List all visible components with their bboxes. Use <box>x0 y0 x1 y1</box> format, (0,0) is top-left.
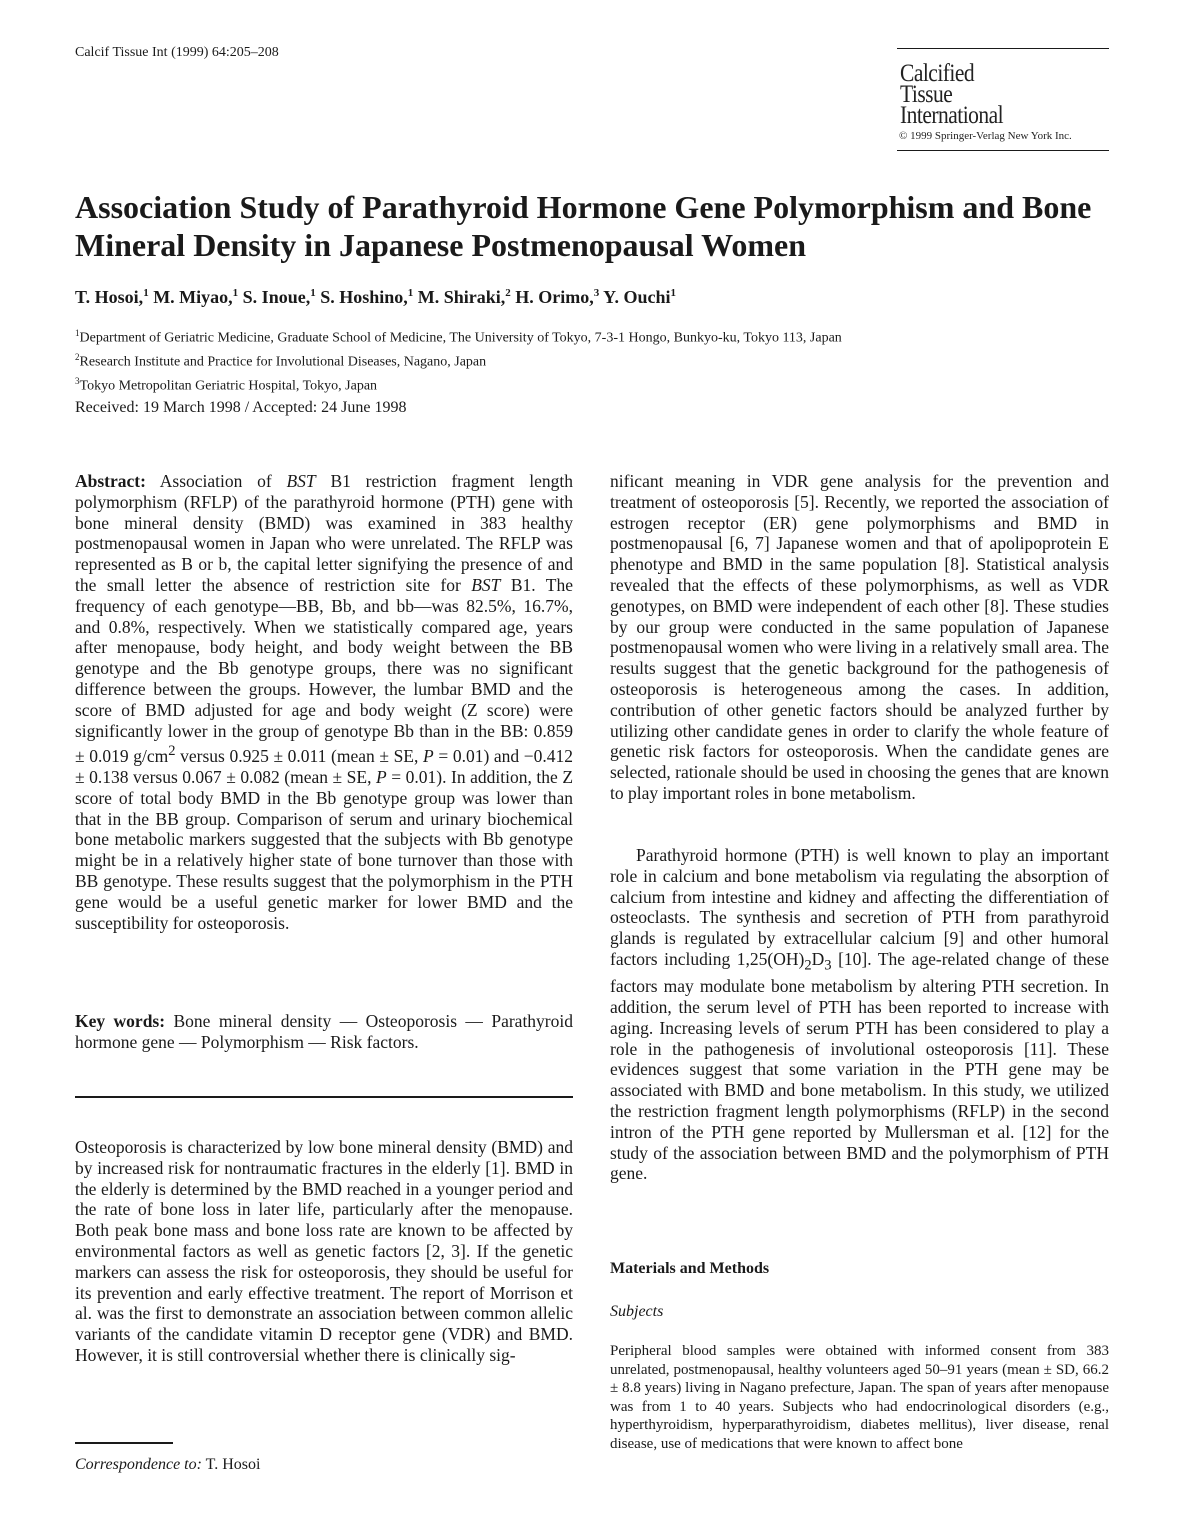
abstract <box>75 471 573 933</box>
author-name: M. Miyao, <box>153 287 233 307</box>
affiliation-item <box>75 348 842 372</box>
affiliation-number: 3 <box>75 376 80 387</box>
intro-text-part: D <box>811 948 825 969</box>
keywords-label: Key words: <box>75 1011 166 1031</box>
affiliation-number: 2 <box>75 352 80 363</box>
footnote-rule <box>75 1442 173 1444</box>
intro-paragraph <box>75 1137 573 1366</box>
affiliation-text: Research Institute and Practice for Involutional Diseases, Nagano, Japan <box>79 354 487 370</box>
author-affiliation-mark: 3 <box>593 287 600 299</box>
author-name: S. Hoshino, <box>320 287 408 307</box>
author-affiliation-mark: 1 <box>670 287 676 299</box>
journal-copyright: © 1999 Springer-Verlag New York Inc. <box>899 130 1072 142</box>
affiliation-list <box>75 324 842 396</box>
author-name: M. Shiraki, <box>417 287 506 307</box>
correspondence-label: Correspondence to: <box>75 1456 202 1473</box>
affiliation-text: Department of Geriatric Medicine, Graduate School of Medicine, The University of Tokyo, 7-3-1 Hongo, Bunkyo-ku, Tokyo 113, Japan <box>79 330 842 346</box>
affiliation-item <box>75 372 842 396</box>
abstract-text: P <box>423 746 434 767</box>
author-list <box>75 287 676 308</box>
abstract-text: B1 restriction fragment length polymorphism (RFLP) of the parathyroid hormone (PTH) gene with bone mineral density (BMD) was examined in 383 healthy postmenopausal women in Japan who were unrelated. The RFLP was represented as B or b, the capital letter signifying the presence of and the small letter the absence of restriction site for <box>75 471 573 595</box>
keywords-text: Bone mineral density — Osteoporosis — Parathyroid hormone gene — Polymorphism — Risk factors. <box>75 1011 573 1052</box>
article-title: Association Study of Parathyroid Hormone Gene Polymorphism and Bone Mineral Density in Japanese Postmenopausal Women <box>75 189 1092 263</box>
author-affiliation-mark: 1 <box>310 287 316 299</box>
journal-citation: Calcif Tissue Int (1999) 64:205–208 <box>75 45 279 60</box>
abstract-text: = 0.01) and −0.412 ± 0.138 versus 0.067 ± 0.082 (mean ± SE, <box>75 746 574 787</box>
affiliation-text: Tokyo Metropolitan Geriatric Hospital, Tokyo, Japan <box>79 378 378 394</box>
abstract-label: Abstract: <box>75 471 146 491</box>
masthead-top-rule <box>897 48 1109 49</box>
correspondence-name: T. Hosoi <box>205 1456 261 1473</box>
author-name: S. Inoue, <box>242 287 311 307</box>
intro-text <box>610 845 1109 1184</box>
subjects-paragraph: Peripheral blood samples were obtained with informed consent from 383 unrelated, postmenopausal, healthy volunteers aged 50–91 years (mean ± SD, 66.2 ± 8.8 years) living in Nagano prefecture, Japan. The span of years after menopause was from 1 to 40 years. Subjects who had endocrinological disorders (e.g., hyperthyroidism, hyperparathyroidism, diabetes mellitus), liver disease, renal disease, use of medications that were known to affect bone <box>610 1343 1109 1452</box>
journal-logo-line: International <box>900 102 1004 129</box>
abstract-text: BST <box>286 471 316 491</box>
affiliation-item <box>75 324 842 348</box>
intro-text-part: [10]. The age-related change of these factors may modulate bone metabolism by altering PTH secretion. In addition, the serum level of PTH has been reported to increase with aging. Increasing levels of serum PTH has been considered to play a role in the pathogenesis of involutional osteoporosis [11]. These evidences suggest that some variation in the PTH gene may be associated with BMD and bone metabolism. In this study, we utilized the restriction fragment length polymorphisms (RFLP) in the second intron of the PTH gene reported by Mullersman et al. [12] for the study of the association between BMD and the polymorphism of PTH gene. <box>610 948 1109 1184</box>
abstract-separator <box>75 1096 573 1098</box>
author-affiliation-mark: 1 <box>143 287 149 299</box>
intro-paragraph-pth <box>610 845 1109 1184</box>
author-name: H. Orimo, <box>515 287 594 307</box>
journal-masthead <box>897 48 1109 151</box>
abstract-paragraph <box>75 471 573 933</box>
journal-logo <box>900 60 1080 129</box>
abstract-text: 2 <box>168 743 176 760</box>
keywords-paragraph <box>75 1011 573 1053</box>
abstract-text: = 0.01). In addition, the Z score of total body BMD in the Bb genotype group was lower than that in the BB group. Comparison of serum and urinary biochemical bone metabolic markers suggested that the subjects with Bb genotype might be in a relatively higher state of bone turnover than those with BB genotype. These results suggest that the polymorphism in the PTH gene would be a useful genetic marker for lower BMD and the susceptibility for osteoporosis. <box>75 766 574 933</box>
intro-text: Osteoporosis is characterized by low bone mineral density (BMD) and by increased risk for nontraumatic fractures in the elderly [1]. BMD in the elderly is determined by the BMD reached in a younger period and the rate of bone loss in later life, particularly after the menopause. Both peak bone mass and bone loss rate are known to be affected by environmental factors as well as genetic factors [2, 3]. If the genetic markers can assess the risk for osteoporosis, they should be useful for its prevention and early effective treatment. The report of Morrison et al. was the first to demonstrate an association between common allelic variants of the candidate vitamin D receptor gene (VDR) and BMD. However, it is still controversial whether there is clinically sig- <box>75 1137 573 1365</box>
journal-logo-line: Tissue <box>900 81 953 108</box>
intro-text-part: 2 <box>804 957 812 974</box>
affiliation-number: 1 <box>75 328 80 338</box>
abstract-text: P <box>376 766 387 787</box>
abstract-text: BST <box>471 574 501 595</box>
correspondence-note <box>75 1456 260 1474</box>
abstract-text: versus 0.925 ± 0.011 (mean ± SE, <box>180 746 419 767</box>
author-name: T. Hosoi, <box>75 287 144 307</box>
intro-text: nificant meaning in VDR gene analysis for the prevention and treatment of osteoporosis [5]. Recently, we reported the association of estrogen receptor (ER) gene polymorphisms and BMD in postmenopausal [6, 7] Japanese women and that of apolipoprotein E phenotype and BMD in the same population [8]. Statistical analysis revealed that the effects of these polymorphisms, as well as VDR genotypes, on BMD were independent of each other [8]. These studies by our group were conducted in the same population of Japanese postmenopausal women who were living in a relatively small area. The results suggest that the genetic background for the pathogenesis of osteoporosis is heterogeneous among the cases. In addition, contribution of other genetic factors should be analyzed further by utilizing other candidate genes in order to clarify the whole feature of genetic risk factors for osteoporosis. When the candidate genes are selected, rationale should be used in choosing the genes that are known to play important roles in bone metabolism. <box>610 471 1109 803</box>
abstract-text: B1. The frequency of each genotype—BB, Bb, and bb—was 82.5%, 16.7%, and 0.8%, respectively. When we statistically compared age, years after menopause, body height, and body weight between the BB genotype and the Bb genotype groups, there was no significant difference between the groups. However, the lumbar BMD and the score of BMD adjusted for age and body weight (Z score) were significantly lower in the group of genotype Bb than in the BB: 0.859 ± 0.019 g/cm <box>75 574 574 767</box>
abstract-text: Association of <box>159 471 272 491</box>
author-affiliation-mark: 1 <box>232 287 239 299</box>
author-affiliation-mark: 1 <box>407 287 414 299</box>
received-dates: Received: 19 March 1998 / Accepted: 24 June 1998 <box>75 399 407 416</box>
keywords <box>75 1011 573 1053</box>
intro-text-part: Parathyroid hormone (PTH) is well known to play an important role in calcium and bone metabolism via regulating the absorption of calcium from intestine and kidney and affecting the differentiation of osteoclasts. The synthesis and secretion of PTH from parathyroid glands is regulated by extracellular calcium [9] and other humoral factors including 1,25(OH) <box>610 845 1109 969</box>
masthead-bottom-rule <box>897 150 1109 151</box>
section-heading: Materials and Methods <box>610 1260 770 1277</box>
author-affiliation-mark: 2 <box>505 287 511 299</box>
author-name: Y. Ouchi <box>603 287 671 307</box>
journal-logo-line: Calcified <box>900 60 975 87</box>
intro-continuation <box>610 471 1109 804</box>
intro-text-part: 3 <box>824 957 832 974</box>
subsection-heading: Subjects <box>610 1303 664 1320</box>
